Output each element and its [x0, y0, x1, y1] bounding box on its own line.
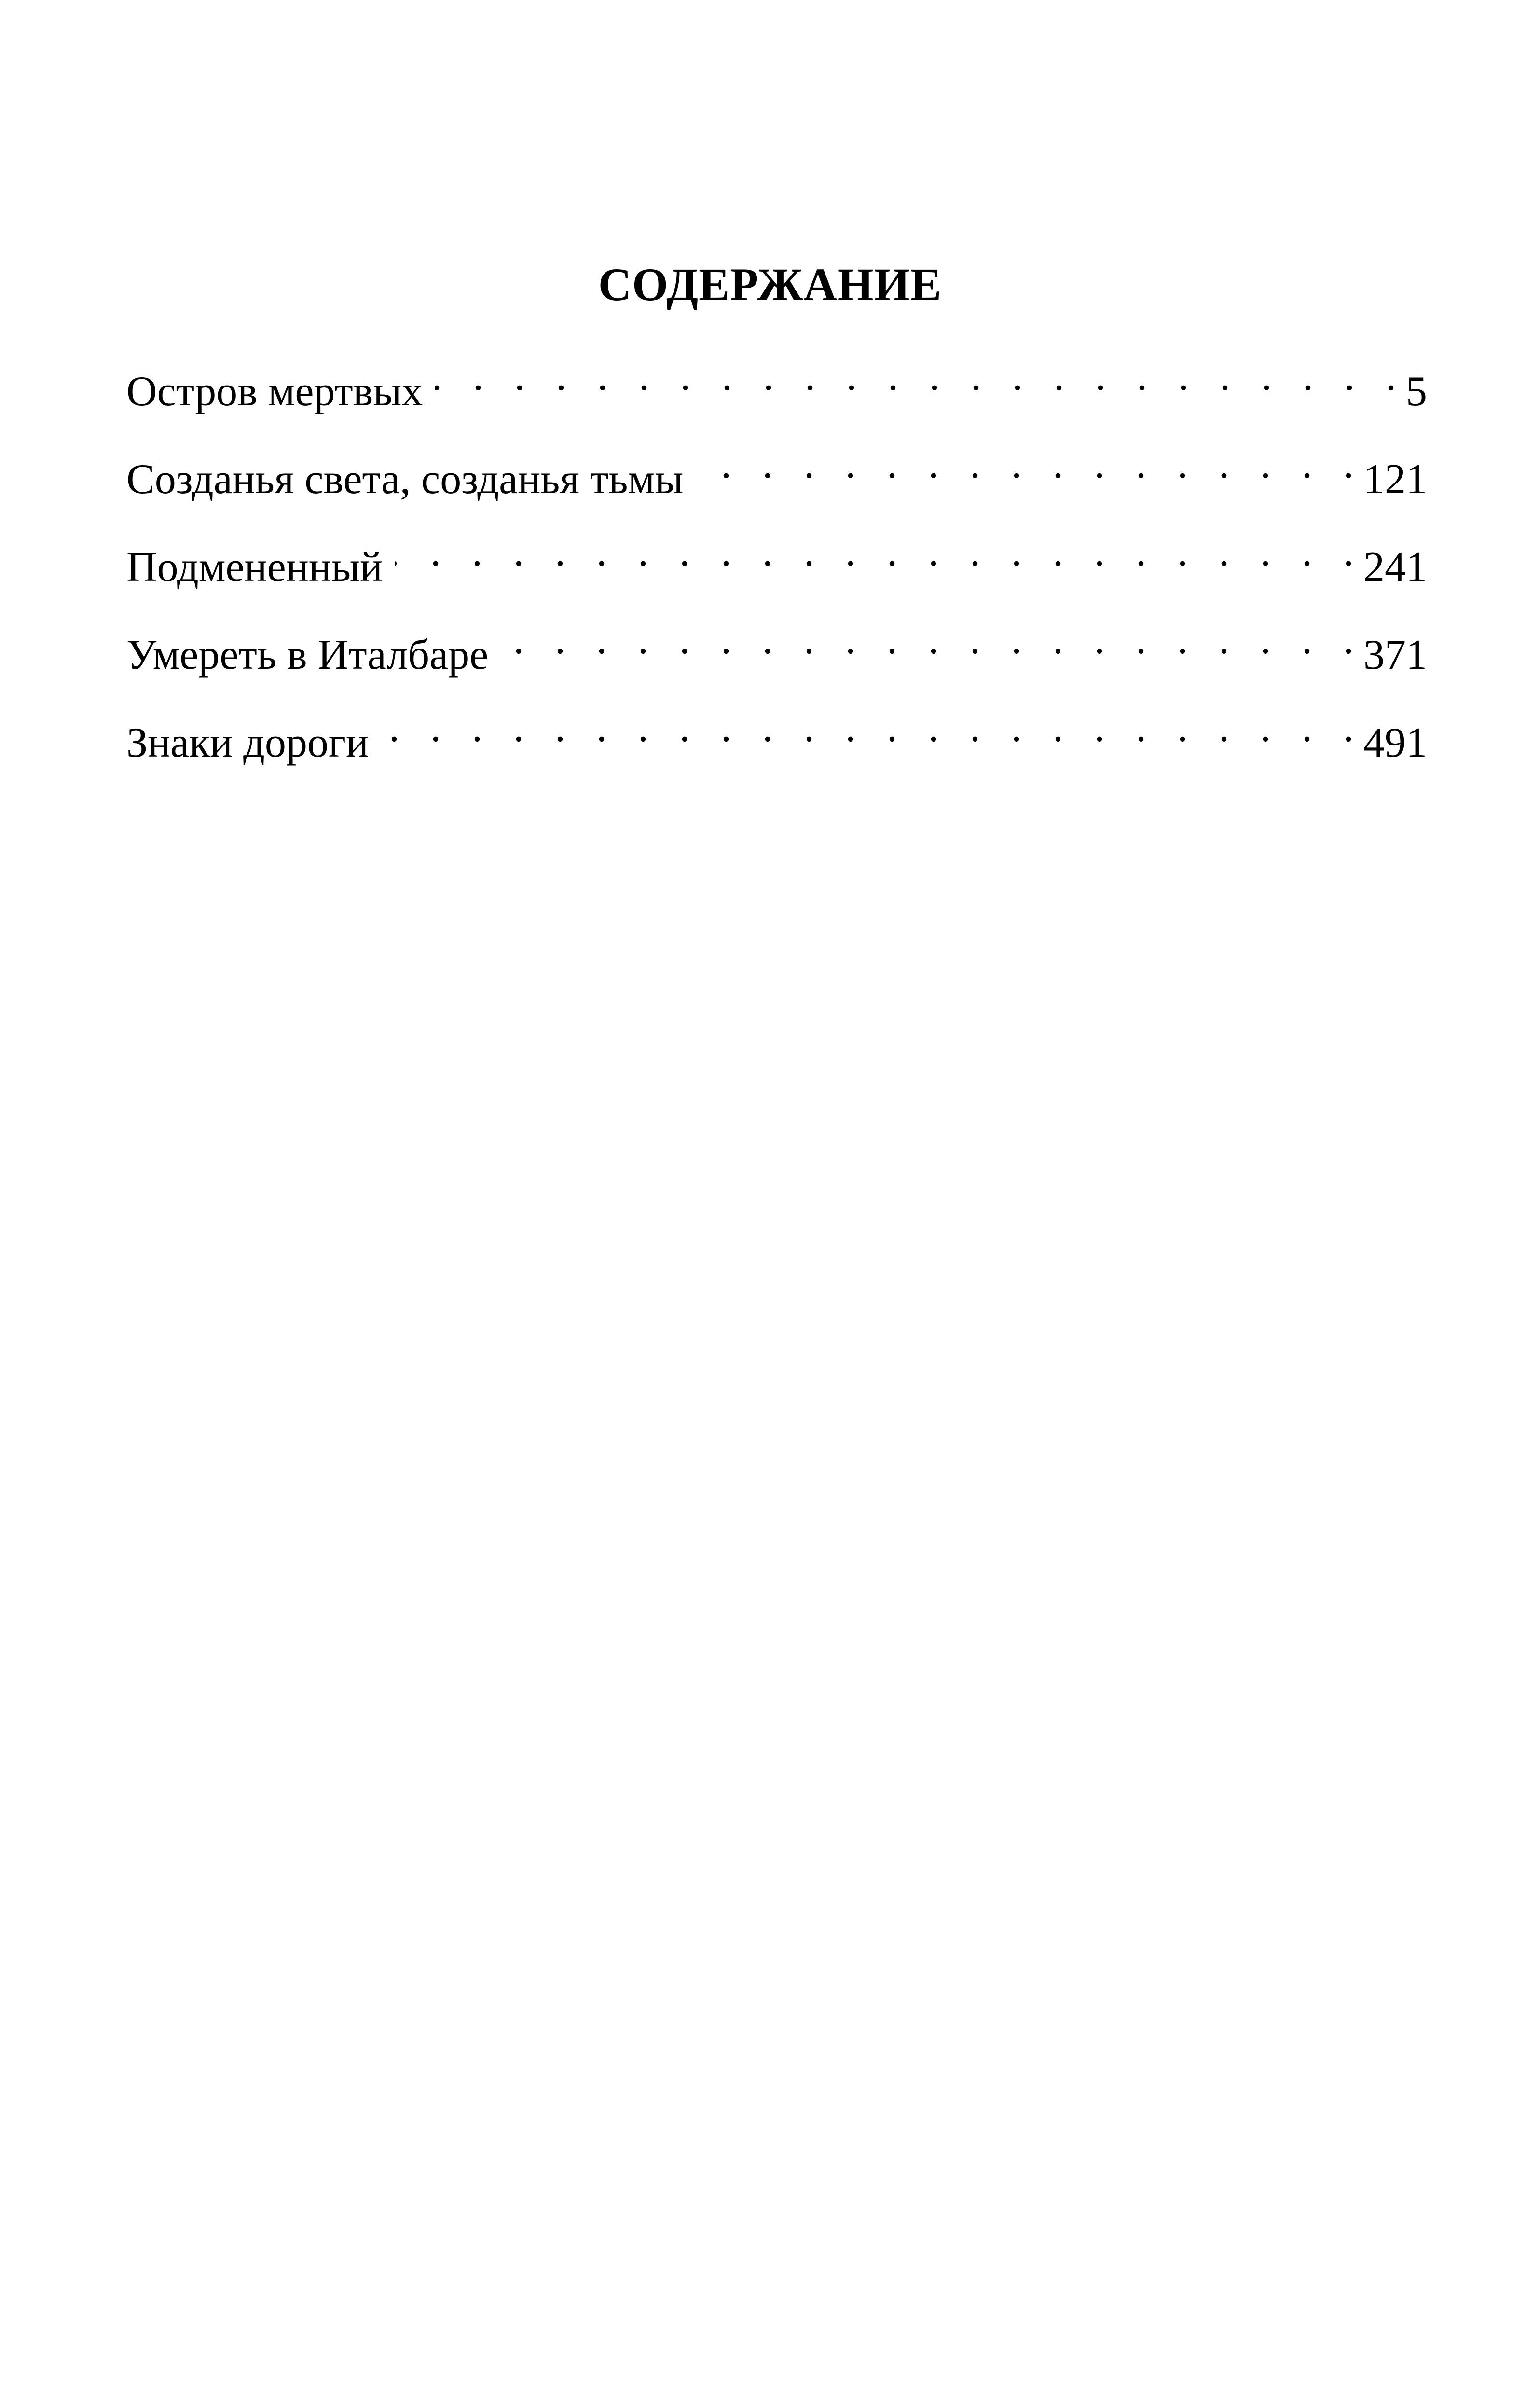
- dot-leader: [395, 523, 1354, 581]
- toc-entry: [126, 611, 1427, 699]
- toc-entry-title: Умереть в Италбаре: [126, 632, 489, 678]
- dot-leader: [501, 611, 1354, 669]
- toc-entry-title: Остров мертвых: [126, 368, 423, 415]
- toc-entry: [126, 523, 1427, 611]
- toc-entry-page: 241: [1363, 544, 1427, 591]
- toc-entry: [126, 699, 1427, 787]
- dot-leader: [435, 347, 1396, 405]
- toc-title: СОДЕРЖАНИЕ: [598, 259, 942, 310]
- dot-leader: [381, 699, 1354, 757]
- dot-leader: [696, 435, 1354, 493]
- toc-entry-title: Знаки дороги: [126, 719, 369, 766]
- toc-entry: [126, 435, 1427, 523]
- toc-entry-title: Подмененный: [126, 544, 383, 591]
- toc-entry-title: Созданья света, созданья тьмы: [126, 456, 684, 503]
- toc-entry: [126, 347, 1427, 435]
- toc-entry-page: 5: [1406, 368, 1427, 415]
- table-of-contents: [126, 347, 1427, 787]
- toc-entry-page: 371: [1363, 632, 1427, 678]
- toc-entry-page: 491: [1363, 719, 1427, 766]
- toc-entry-page: 121: [1363, 456, 1427, 503]
